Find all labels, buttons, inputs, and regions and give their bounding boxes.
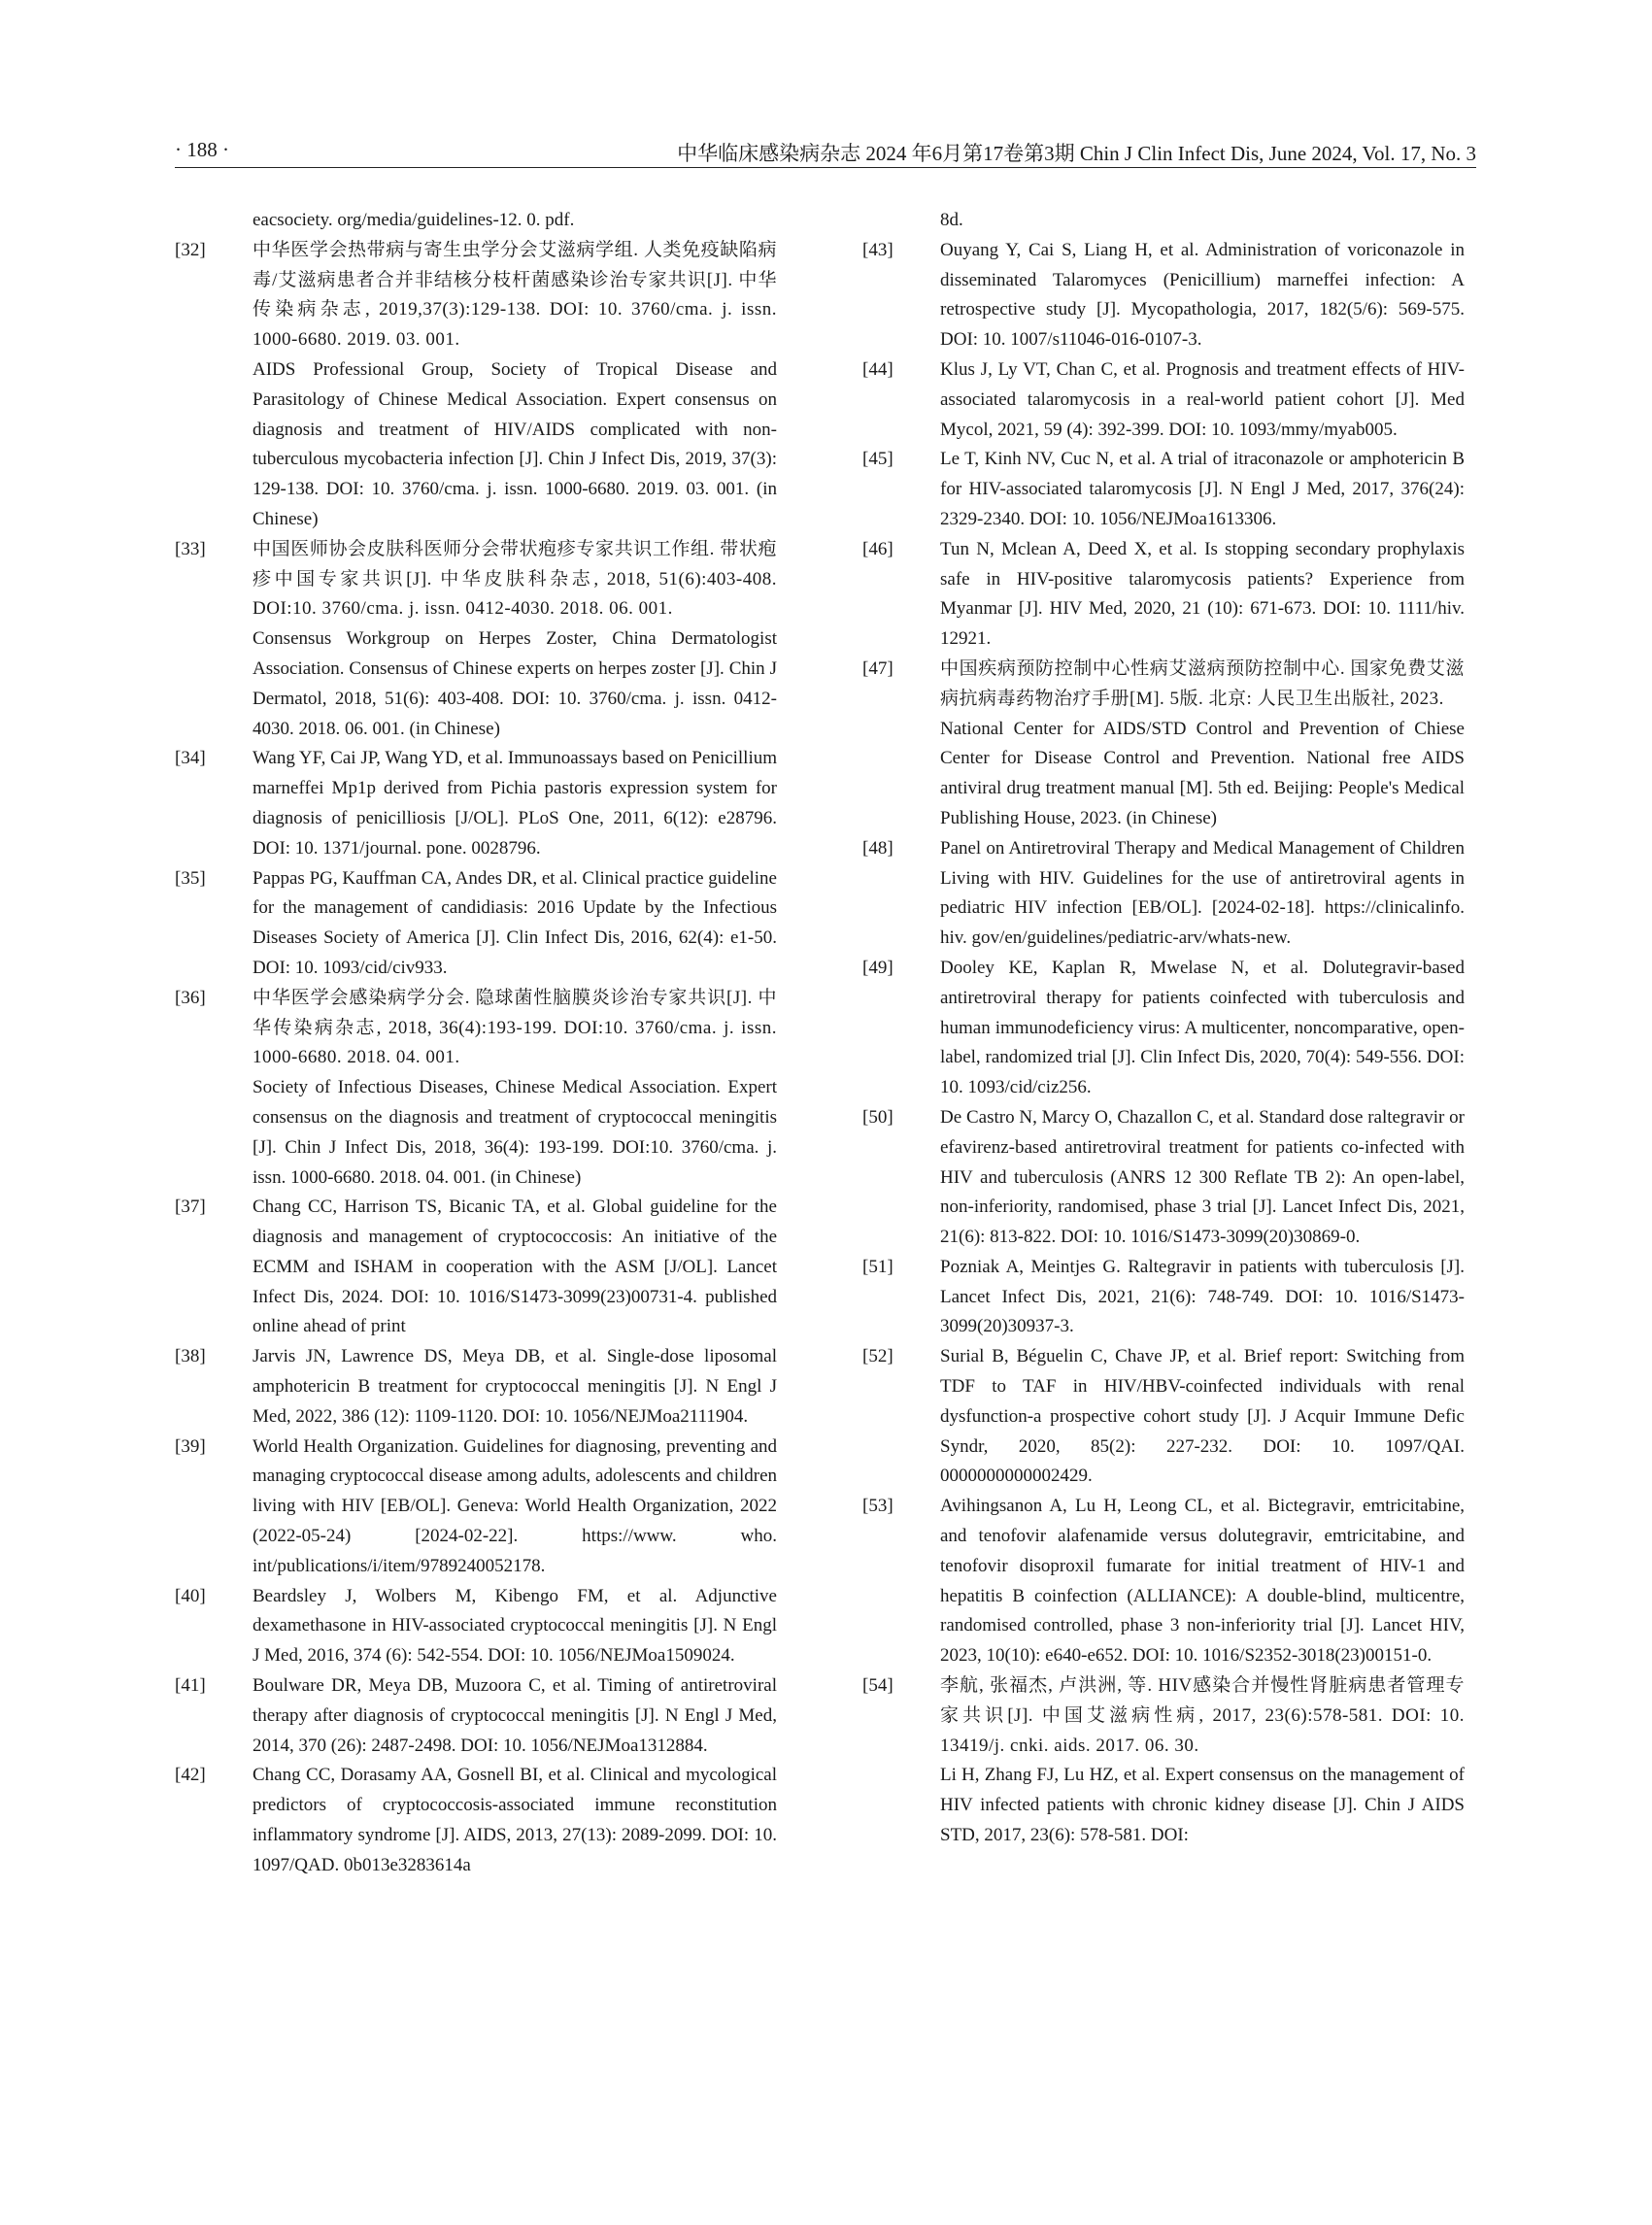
- reference-number: [51]: [862, 1256, 893, 1277]
- reference-number: [41]: [175, 1675, 206, 1697]
- reference-entry: [175, 1671, 777, 1761]
- right-column: [862, 206, 1465, 1851]
- reference-text: 中华医学会热带病与寄生虫学分会艾滋病学组. 人类免疫缺陷病毒/艾滋病患者合并非结核分枝杆菌感染诊治专家共识[J]. 中华传染病杂志, 2019,37(3):129-138. DOI: 10. 3760/cma. j. issn. 1000-6680. 2019. 03. 001.: [253, 239, 777, 351]
- reference-text: 中华医学会感染病学分会. 隐球菌性脑膜炎诊治专家共识[J]. 中华传染病杂志, 2018, 36(4):193-199. DOI:10. 3760/cma. j. issn. 1000-6680. 2018. 04. 001.: [253, 987, 777, 1068]
- reference-number: [36]: [175, 987, 206, 1008]
- reference-text: Chang CC, Dorasamy AA, Gosnell BI, et al. Clinical and mycological predictors of cryptococcosis-associated immune reconstitution inflammatory syndrome [J]. AIDS, 2013, 27(13): 2089-2099. DOI: 10. 1097/QAD. 0b013e3283614a: [253, 1765, 777, 1875]
- reference-number: [46]: [862, 538, 893, 559]
- reference-text: Le T, Kinh NV, Cuc N, et al. A trial of itraconazole or amphotericin B for HIV-associated talaromycosis [J]. N Engl J Med, 2017, 376(24): 2329-2340. DOI: 10. 1056/NEJMoa1613306.: [940, 449, 1465, 529]
- reference-text: Panel on Antiretroviral Therapy and Medical Management of Children Living with HIV. Guidelines for the use of antiretroviral agents in pediatric HIV infection [EB/OL]. [2024-02-18]. https://clinicalinfo. hiv. gov/en/guidelines/pediatric-arv/whats-new.: [940, 837, 1465, 949]
- reference-number: [37]: [175, 1197, 206, 1218]
- reference-text: Consensus Workgroup on Herpes Zoster, China Dermatologist Association. Consensus of Chinese experts on herpes zoster [J]. Chin J Dermatol, 2018, 51(6): 403-408. DOI: 10. 3760/cma. j. issn. 0412-4030. 2018. 06. 001. (in Chinese): [253, 628, 777, 739]
- reference-entry: [862, 954, 1465, 1103]
- reference-text: eacsociety. org/media/guidelines-12. 0. pdf.: [253, 210, 575, 230]
- reference-text: Pozniak A, Meintjes G. Raltegravir in patients with tuberculosis [J]. Lancet Infect Dis, 2021, 21(6): 748-749. DOI: 10. 1016/S1473-3099(20)30937-3.: [940, 1256, 1465, 1337]
- reference-entry: [175, 236, 777, 535]
- reference-text: AIDS Professional Group, Society of Tropical Disease and Parasitology of Chinese Medical Association. Expert consensus on diagnosis and treatment of HIV/AIDS complicated with non-tuberculous mycobacteria infection [J]. Chin J Infect Dis, 2019, 37(3): 129-138. DOI: 10. 3760/cma. j. issn. 1000-6680. 2019. 03. 001. (in Chinese): [253, 358, 777, 529]
- reference-text: Dooley KE, Kaplan R, Mwelase N, et al. Dolutegravir-based antiretroviral therapy for patients coinfected with tuberculosis and human immunodeficiency virus: A multicenter, noncomparative, open-label, randomized trial [J]. Clin Infect Dis, 2020, 70(4): 549-556. DOI: 10. 1093/cid/ciz256.: [940, 957, 1465, 1098]
- reference-entry: [175, 864, 777, 984]
- reference-entry: [862, 445, 1465, 534]
- reference-number: [53]: [862, 1496, 893, 1517]
- reference-number: [49]: [862, 957, 893, 978]
- reference-number: [45]: [862, 449, 893, 470]
- reference-text: Klus J, Ly VT, Chan C, et al. Prognosis and treatment effects of HIV-associated talaromycosis in a real-world patient cohort [J]. Med Mycol, 2021, 59 (4): 392-399. DOI: 10. 1093/mmy/myab005.: [940, 358, 1465, 440]
- reference-text: World Health Organization. Guidelines for diagnosing, preventing and managing cryptococcal disease among adults, adolescents and children living with HIV [EB/OL]. Geneva: World Health Organization, 2022 (2022-05-24) [2024-02-22]. https://www. who. int/publications/i/item/9789240052178.: [253, 1435, 777, 1576]
- reference-entry: [175, 1433, 777, 1582]
- reference-entry: [175, 1582, 777, 1671]
- reference-number: [35]: [175, 867, 206, 889]
- reference-text: Chang CC, Harrison TS, Bicanic TA, et al. Global guideline for the diagnosis and management of cryptococcosis: An initiative of the ECMM and ISHAM in cooperation with the ASM [J/OL]. Lancet Infect Dis, 2024. DOI: 10. 1016/S1473-3099(23)00731-4. published online ahead of print: [253, 1197, 777, 1337]
- reference-entry: [862, 355, 1465, 445]
- page-number: · 188 ·: [175, 138, 229, 161]
- reference-number: [48]: [862, 837, 893, 859]
- reference-entry: [175, 1342, 777, 1432]
- reference-entry: [862, 535, 1465, 655]
- reference-number: [43]: [862, 239, 893, 260]
- reference-text: Tun N, Mclean A, Deed X, et al. Is stopping secondary prophylaxis safe in HIV-positive talaromycosis patients? Experience from Myanmar [J]. HIV Med, 2020, 21 (10): 671-673. DOI: 10. 1111/hiv. 12921.: [940, 538, 1465, 650]
- reference-entry: [175, 984, 777, 1194]
- reference-text: Surial B, Béguelin C, Chave JP, et al. Brief report: Switching from TDF to TAF in HIV/HBV-coinfected individuals with renal dysfunction-a prospective cohort study [J]. J Acquir Immune Defic Syndr, 2020, 85(2): 227-232. DOI: 10. 1097/QAI. 0000000000002429.: [940, 1346, 1465, 1487]
- reference-entry: [862, 1103, 1465, 1253]
- reference-entry: [175, 744, 777, 863]
- reference-number: [40]: [175, 1585, 206, 1606]
- reference-number: [52]: [862, 1346, 893, 1367]
- reference-text: De Castro N, Marcy O, Chazallon C, et al. Standard dose raltegravir or efavirenz-based antiretroviral treatment for patients co-infected with HIV and tuberculosis (ANRS 12 300 Reflate TB 2): An open-label, non-inferiority, randomised, phase 3 trial [J]. Lancet Infect Dis, 2021, 21(6): 813-822. DOI: 10. 1016/S1473-3099(20)30869-0.: [940, 1106, 1465, 1248]
- reference-text: Ouyang Y, Cai S, Liang H, et al. Administration of voriconazole in disseminated Talaromyces (Penicillium) marneffei infection: A retrospective study [J]. Mycopathologia, 2017, 182(5/6): 569-575. DOI: 10. 1007/s11046-016-0107-3.: [940, 239, 1465, 351]
- reference-text: Pappas PG, Kauffman CA, Andes DR, et al. Clinical practice guideline for the management of candidiasis: 2016 Update by the Infectious Diseases Society of America [J]. Clin Infect Dis, 2016, 62(4): e1-50. DOI: 10. 1093/cid/civ933.: [253, 867, 777, 978]
- reference-text: Jarvis JN, Lawrence DS, Meya DB, et al. Single-dose liposomal amphotericin B treatment for cryptococcal meningitis [J]. N Engl J Med, 2022, 386 (12): 1109-1120. DOI: 10. 1056/NEJMoa2111904.: [253, 1346, 777, 1427]
- reference-text: Li H, Zhang FJ, Lu HZ, et al. Expert consensus on the management of HIV infected patients with chronic kidney disease [J]. Chin J AIDS STD, 2017, 23(6): 578-581. DOI:: [940, 1765, 1465, 1846]
- reference-entry: [862, 655, 1465, 834]
- reference-entry: [175, 535, 777, 745]
- reference-text: Avihingsanon A, Lu H, Leong CL, et al. Bictegravir, emtricitabine, and tenofovir alafenamide versus dolutegravir, emtricitabine, and tenofovir disoproxil fumarate for initial treatment of HIV-1 and hepatitis B coinfection (ALLIANCE): A double-blind, multicentre, randomised controlled, phase 3 non-inferiority trial [J]. Lancet HIV, 2023, 10(10): e640-e652. DOI: 10. 1016/S2352-3018(23)00151-0.: [940, 1496, 1465, 1667]
- reference-entry: [862, 206, 1465, 236]
- reference-number: [42]: [175, 1765, 206, 1786]
- reference-entry: [175, 1761, 777, 1880]
- reference-text: Wang YF, Cai JP, Wang YD, et al. Immunoassays based on Penicillium marneffei Mp1p derived from Pichia pastoris expression system for diagnosis of penicilliosis [J/OL]. PLoS One, 2011, 6(12): e28796. DOI: 10. 1371/journal. pone. 0028796.: [253, 748, 777, 859]
- reference-text: Boulware DR, Meya DB, Muzoora C, et al. Timing of antiretroviral therapy after diagnosis of cryptococcal meningitis [J]. N Engl J Med, 2014, 370 (26): 2487-2498. DOI: 10. 1056/NEJMoa1312884.: [253, 1675, 777, 1756]
- reference-text: 8d.: [940, 210, 963, 230]
- reference-number: [50]: [862, 1106, 893, 1128]
- reference-text: 中国医师协会皮肤科医师分会带状疱疹专家共识工作组. 带状疱疹中国专家共识[J]. 中华皮肤科杂志, 2018, 51(6):403-408. DOI:10. 3760/cma. j. issn. 0412-4030. 2018. 06. 001.: [253, 538, 777, 620]
- reference-number: [54]: [862, 1675, 893, 1697]
- reference-text: National Center for AIDS/STD Control and Prevention of Chiese Center for Disease Control and Prevention. National free AIDS antiviral drug treatment manual [M]. 5th ed. Beijing: People's Medical Publishing House, 2023. (in Chinese): [940, 718, 1465, 828]
- reference-entry: [862, 1253, 1465, 1342]
- reference-number: [38]: [175, 1346, 206, 1367]
- reference-text: Beardsley J, Wolbers M, Kibengo FM, et al. Adjunctive dexamethasone in HIV-associated cryptococcal meningitis [J]. N Engl J Med, 2016, 374 (6): 542-554. DOI: 10. 1056/NEJMoa1509024.: [253, 1585, 777, 1667]
- reference-entry: [862, 1671, 1465, 1851]
- reference-number: [32]: [175, 239, 206, 260]
- reference-text: 中国疾病预防控制中心性病艾滋病预防控制中心. 国家免费艾滋病抗病毒药物治疗手册[M]. 5版. 北京: 人民卫生出版社, 2023.: [940, 657, 1465, 709]
- reference-text: Society of Infectious Diseases, Chinese Medical Association. Expert consensus on the diagnosis and treatment of cryptococcal meningitis [J]. Chin J Infect Dis, 2018, 36(4): 193-199. DOI:10. 3760/cma. j. issn. 1000-6680. 2018. 04. 001. (in Chinese): [253, 1077, 777, 1188]
- reference-number: [39]: [175, 1435, 206, 1457]
- reference-number: [34]: [175, 748, 206, 769]
- journal-running-title: 中华临床感染病杂志 2024 年6月第17卷第3期 Chin J Clin Infect Dis, June 2024, Vol. 17, No. 3: [677, 142, 1476, 165]
- reference-entry: [175, 206, 777, 236]
- page-header: [175, 132, 1476, 168]
- reference-number: [44]: [862, 358, 893, 380]
- reference-entry: [175, 1193, 777, 1342]
- reference-entry: [862, 834, 1465, 954]
- left-column: [175, 206, 777, 1881]
- reference-number: [33]: [175, 538, 206, 559]
- reference-entry: [862, 236, 1465, 355]
- reference-entry: [862, 1492, 1465, 1671]
- reference-text: 李航, 张福杰, 卢洪洲, 等. HIV感染合并慢性肾脏病患者管理专家共识[J]. 中国艾滋病性病, 2017, 23(6):578-581. DOI: 10. 13419/j. cnki. aids. 2017. 06. 30.: [940, 1675, 1465, 1756]
- reference-entry: [862, 1342, 1465, 1492]
- reference-number: [47]: [862, 657, 893, 679]
